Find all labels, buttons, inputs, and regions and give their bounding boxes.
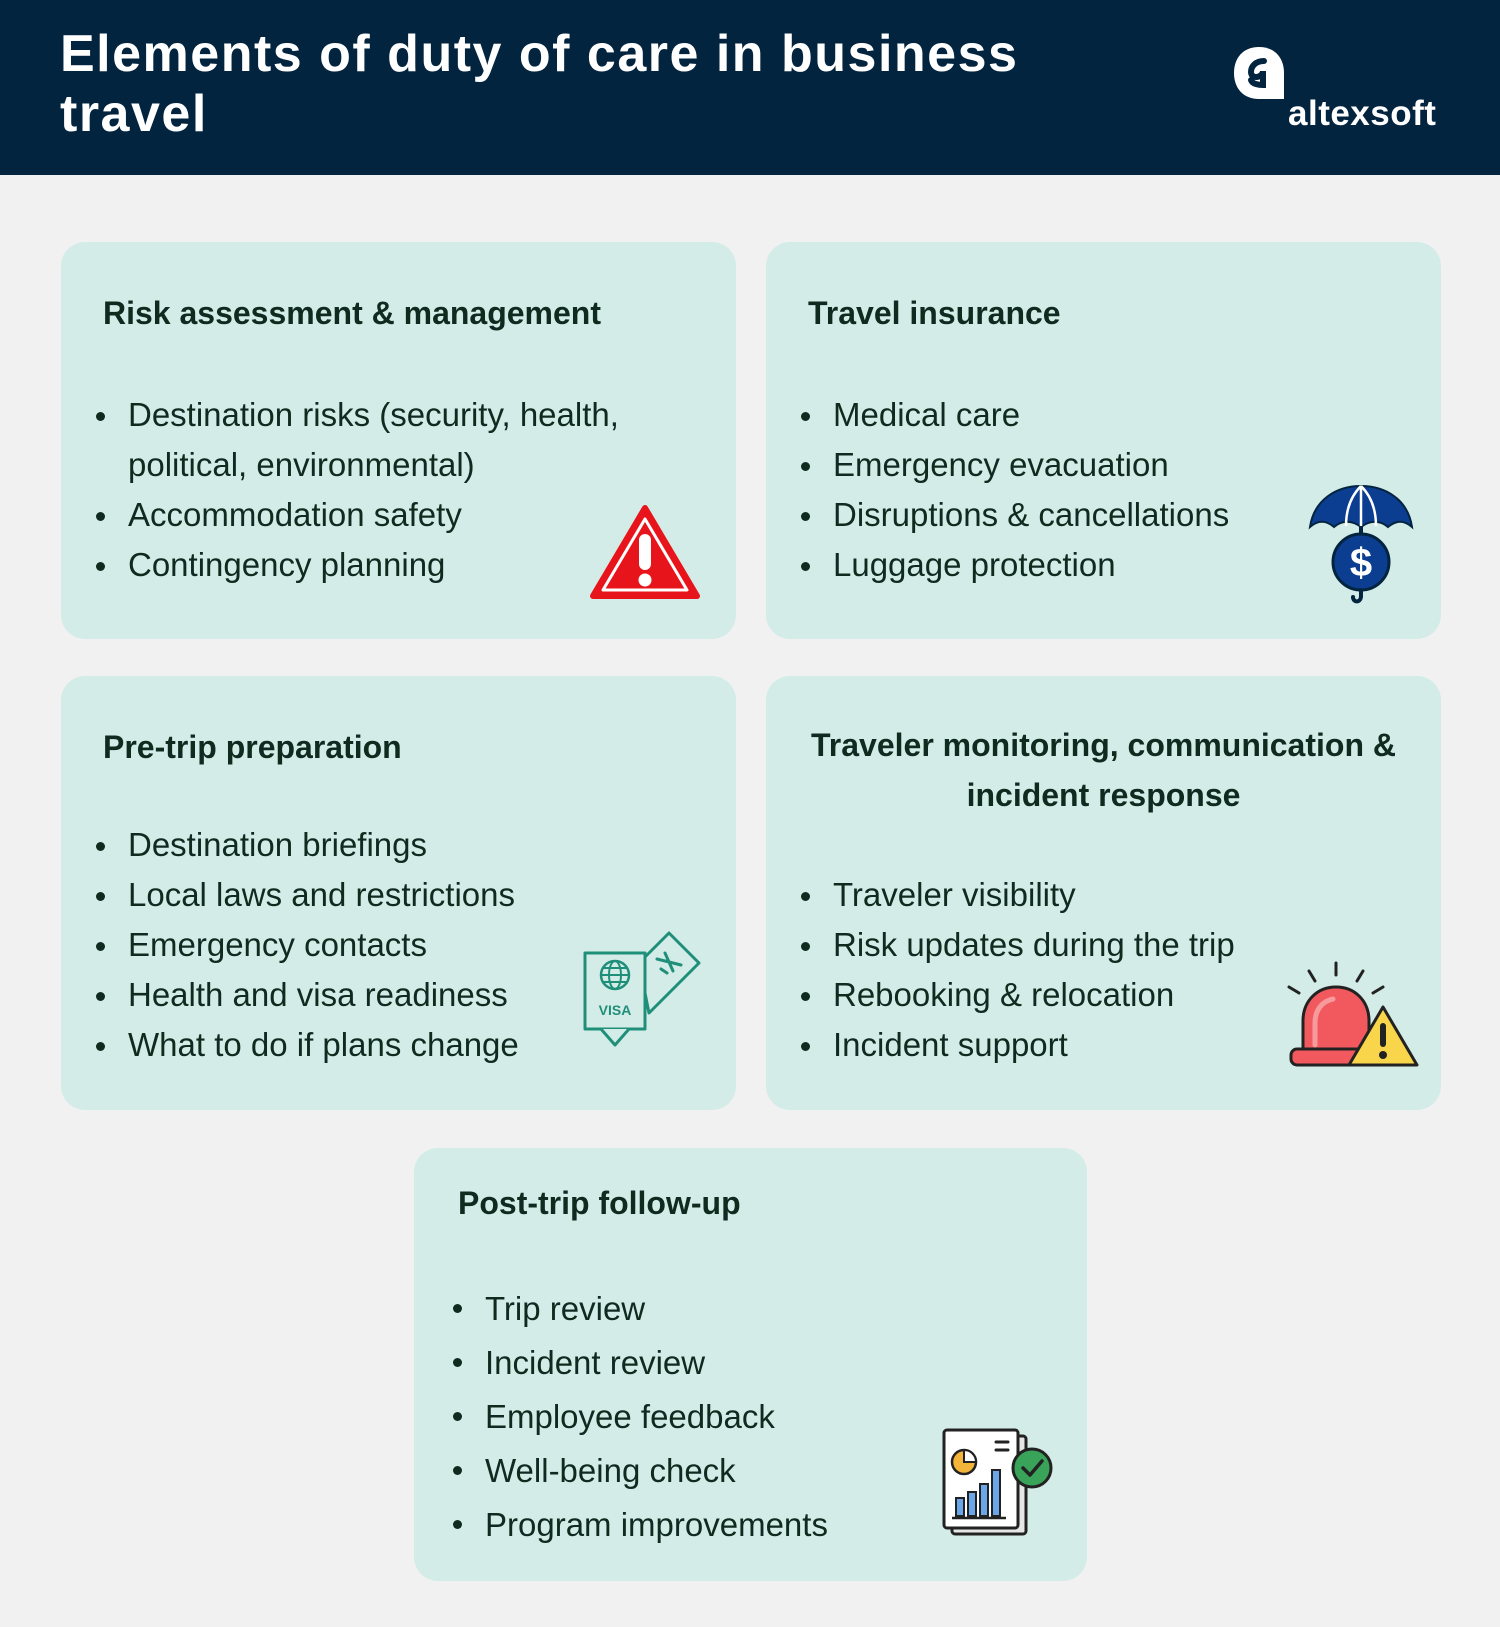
list-item: Emergency contacts bbox=[92, 920, 612, 970]
header-bar bbox=[0, 0, 1500, 175]
svg-text:$: $ bbox=[1349, 541, 1373, 585]
list-item: Medical care bbox=[797, 390, 1317, 440]
bullet-list bbox=[797, 870, 1317, 1070]
list-item: Employee feedback bbox=[449, 1390, 969, 1444]
altexsoft-logo-icon bbox=[1230, 44, 1288, 102]
card-title: Pre-trip preparation bbox=[103, 729, 402, 765]
list-item: Luggage protection bbox=[797, 540, 1317, 590]
card-post-trip-follow-up bbox=[414, 1148, 1087, 1581]
card-risk-assessment bbox=[61, 242, 736, 639]
list-item: Incident review bbox=[449, 1336, 969, 1390]
card-title: Traveler monitoring, communication & incident response bbox=[811, 727, 1396, 813]
card-title: Post-trip follow-up bbox=[458, 1185, 741, 1221]
list-item: Traveler visibility bbox=[797, 870, 1317, 920]
list-item: Trip review bbox=[449, 1282, 969, 1336]
list-item: Health and visa readiness bbox=[92, 970, 612, 1020]
umbrella-dollar-icon bbox=[1306, 482, 1416, 607]
page-title: Elements of duty of care in business travel bbox=[60, 25, 1019, 143]
list-item: Destination risks (security, health, political, environmental) bbox=[92, 390, 672, 490]
list-item: Risk updates during the trip bbox=[797, 920, 1317, 970]
list-item: Accommodation safety bbox=[92, 490, 672, 540]
card-traveler-monitoring bbox=[766, 676, 1441, 1110]
altexsoft-logo bbox=[1230, 44, 1450, 144]
siren-alert-icon bbox=[1281, 961, 1421, 1076]
list-item: Well-being check bbox=[449, 1444, 969, 1498]
logo-text: altexsoft bbox=[1288, 94, 1437, 133]
warning-triangle-icon bbox=[589, 504, 701, 604]
card-pre-trip-preparation bbox=[61, 676, 736, 1110]
bullet-list bbox=[92, 820, 612, 1070]
list-item: Incident support bbox=[797, 1020, 1317, 1070]
list-item: What to do if plans change bbox=[92, 1020, 612, 1070]
passport-visa-icon bbox=[581, 931, 701, 1056]
list-item: Contingency planning bbox=[92, 540, 672, 590]
list-item: Emergency evacuation bbox=[797, 440, 1317, 490]
visa-label: VISA bbox=[598, 1002, 632, 1018]
bullet-list bbox=[449, 1282, 969, 1552]
list-item: Program improvements bbox=[449, 1498, 969, 1552]
card-travel-insurance bbox=[766, 242, 1441, 639]
list-item: Destination briefings bbox=[92, 820, 612, 870]
card-title: Travel insurance bbox=[808, 295, 1061, 331]
report-check-icon bbox=[938, 1426, 1053, 1541]
list-item: Disruptions & cancellations bbox=[797, 490, 1317, 540]
bullet-list bbox=[797, 390, 1317, 590]
card-title: Risk assessment & management bbox=[103, 295, 601, 331]
list-item: Local laws and restrictions bbox=[92, 870, 612, 920]
list-item: Rebooking & relocation bbox=[797, 970, 1317, 1020]
bullet-list bbox=[92, 390, 672, 590]
